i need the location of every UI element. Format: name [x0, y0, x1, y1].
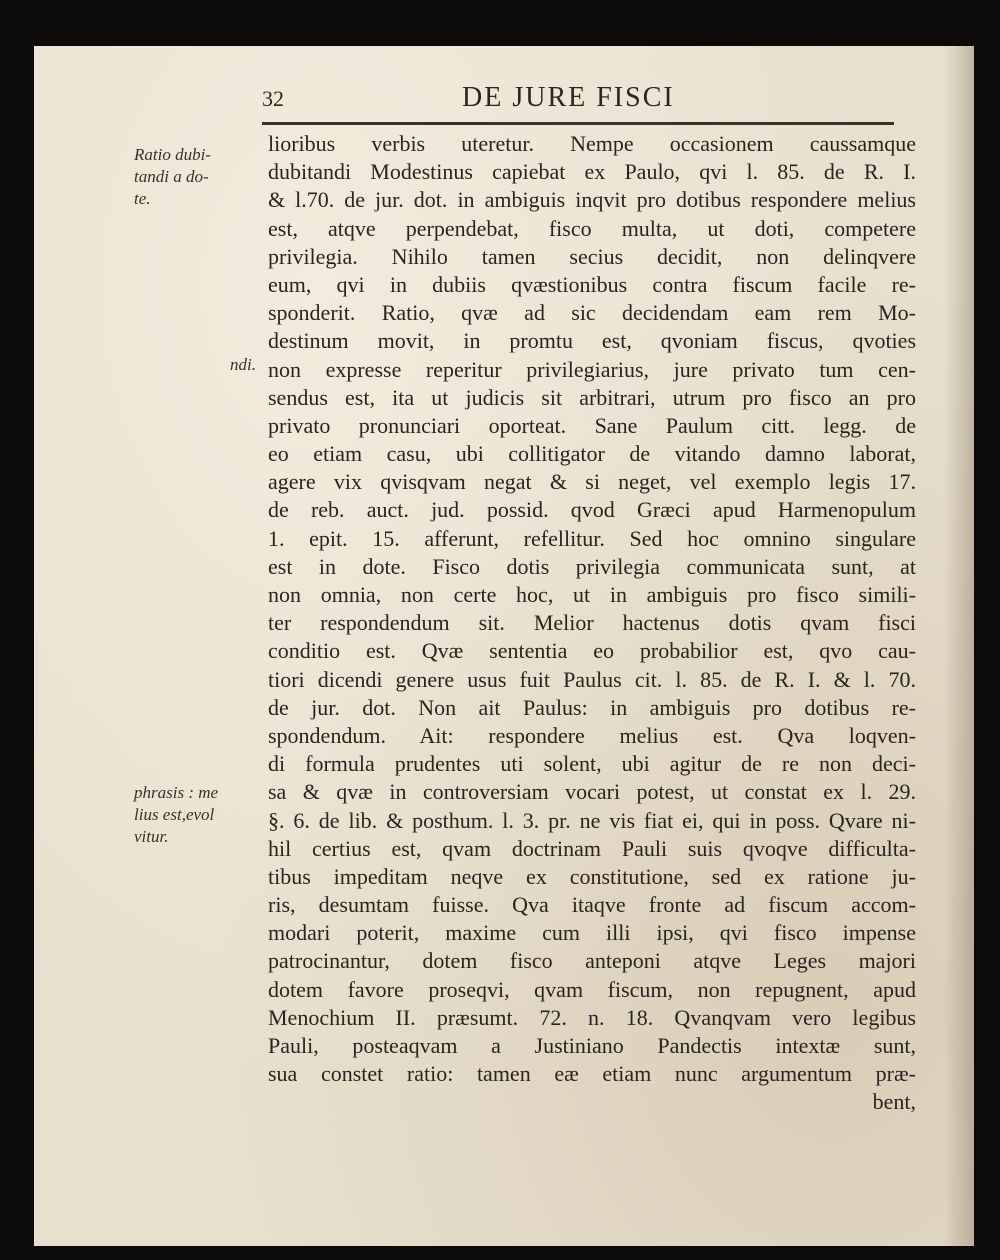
margin-note-line: Ratio dubi-: [134, 145, 211, 164]
text-line: ter respondendum sit. Melior hactenus dotis qvam fisci: [268, 610, 916, 636]
text-line: conditio est. Qvæ sententia eo probabilior est, qvo cau-: [268, 638, 916, 664]
text-line: Menochium II. præsumt. 72. n. 18. Qvanqvam vero legibus: [268, 1004, 916, 1030]
text-line: tiori dicendi genere usus fuit Paulus cit. l. 85. de R. I. & l. 70.: [268, 666, 916, 692]
text-line: sendus est, ita ut judicis sit arbitrari, utrum pro fisco an pro: [268, 384, 916, 410]
text-line: patrocinantur, dotem fisco anteponi atqve Leges majori: [268, 948, 916, 974]
running-head: [262, 82, 942, 116]
text-line: lioribus verbis uteretur. Nempe occasionem caussamque: [268, 131, 916, 156]
text-line: dubitandi Modestinus capiebat ex Paulo, qvi l. 85. de R. I.: [268, 159, 916, 185]
margin-note-phrasis: [134, 782, 260, 848]
text-line: de reb. auct. jud. possid. qvod Græci apud Harmenopulum: [268, 497, 916, 523]
text-line: destinum movit, in promtu est, qvoniam fiscus, qvoties: [268, 328, 916, 354]
margin-note-line: lius est,evol: [134, 805, 215, 824]
text-line: §. 6. de lib. & posthum. l. 3. pr. ne vis fiat ei, qui in poss. Qvare ni-: [268, 807, 916, 833]
running-title: DE JURE FISCI: [462, 82, 675, 113]
text-line: hil certius est, qvam doctrinam Pauli suis qvoqve difficulta-: [268, 835, 916, 861]
text-line: eum, qvi in dubiis qvæstionibus contra fiscum facile re-: [268, 271, 916, 297]
text-line: & l.70. de jur. dot. in ambiguis inqvit pro dotibus respondere melius: [268, 187, 916, 213]
text-line: privato pronunciari oporteat. Sane Paulum citt. legg. de: [268, 412, 916, 438]
text-line: spondendum. Ait: respondere melius est. Qva loqven-: [268, 722, 916, 748]
text-line: non omnia, non certe hoc, ut in ambiguis pro fisco simili-: [268, 582, 916, 607]
text-line: ris, desumtam fuisse. Qva itaqve fronte ad fiscum accom-: [268, 892, 916, 918]
body-text: [268, 130, 916, 1117]
text-line: tibus impeditam neqve ex constitutione, sed ex ratione ju-: [268, 863, 916, 889]
margin-note-ndi: [230, 354, 270, 376]
text-line: Pauli, posteaqvam a Justiniano Pandectis intextæ sunt,: [268, 1033, 916, 1058]
text-line: de jur. dot. Non ait Paulus: in ambiguis pro dotibus re-: [268, 694, 916, 720]
text-line: modari poterit, maxime cum illi ipsi, qvi fisco impense: [268, 920, 916, 946]
page-number: 32: [262, 86, 284, 111]
margin-note-line: ndi.: [230, 355, 256, 374]
text-line: privilegia. Nihilo tamen secius decidit, non delinqvere: [268, 243, 916, 269]
header-rule: [262, 122, 894, 125]
margin-note-line: tandi a do-: [134, 167, 209, 186]
text-line: est, atqve perpendebat, fisco multa, ut doti, competere: [268, 215, 916, 241]
text-line: dotem favore proseqvi, qvam fiscum, non repugnent, apud: [268, 976, 916, 1002]
text-line: sa & qvæ in controversiam vocari potest, ut constat ex l. 29.: [268, 779, 916, 805]
text-line: bent,: [872, 1089, 916, 1115]
text-line: eo etiam casu, ubi collitigator de vitando damno laborat,: [268, 441, 916, 467]
book-page: [34, 46, 974, 1246]
text-line: 1. epit. 15. afferunt, refellitur. Sed hoc omnino singulare: [268, 525, 916, 551]
margin-note-line: te.: [134, 189, 151, 208]
text-line: est in dote. Fisco dotis privilegia communicata sunt, at: [268, 553, 916, 579]
text-line: non expresse reperitur privilegiarius, jure privato tum cen-: [268, 356, 916, 382]
text-line: sponderit. Ratio, qvæ ad sic decidendam eam rem Mo-: [268, 300, 916, 326]
margin-note-line: phrasis : me: [134, 783, 219, 802]
text-line: sua constet ratio: tamen eæ etiam nunc argumentum præ-: [268, 1061, 916, 1087]
page-edge-shadow: [944, 46, 974, 1246]
text-line: agere vix qvisqvam negat & si neget, vel exemplo legis 17.: [268, 469, 916, 495]
margin-note-line: vitur.: [134, 827, 169, 846]
margin-note-ratio: [134, 144, 260, 210]
text-line: di formula prudentes uti solent, ubi agitur de re non deci-: [268, 751, 916, 777]
